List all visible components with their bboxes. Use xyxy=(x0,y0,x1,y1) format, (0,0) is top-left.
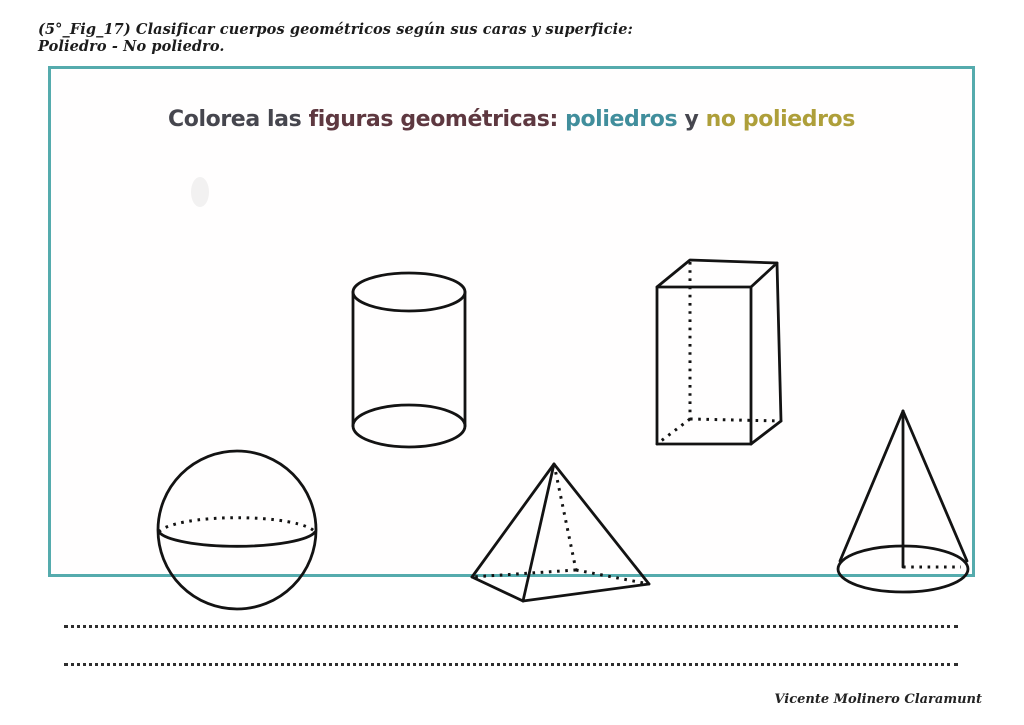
title-part-no-poliedros: no poliedros xyxy=(705,107,855,132)
cone-drawing xyxy=(834,405,974,597)
cone-figure xyxy=(834,405,974,597)
author-signature: Vicente Molinero Claramunt xyxy=(774,692,982,707)
title-part-y: y xyxy=(677,107,706,132)
square-pyramid-drawing xyxy=(466,457,656,609)
sphere-figure xyxy=(151,444,323,616)
cylinder-figure xyxy=(346,266,476,451)
figure-caption: (5°_Fig_17) Clasificar cuerpos geométricos según sus caras y superficie: Poliedro - No poliedro. xyxy=(38,21,634,55)
answer-dotted-line-1 xyxy=(64,625,958,628)
worksheet-title xyxy=(51,107,972,132)
rectangular-prism-drawing xyxy=(649,252,789,452)
worksheet-frame xyxy=(48,66,975,577)
rectangular-prism-figure xyxy=(649,252,789,452)
title-part-colorea: Colorea las xyxy=(168,107,309,132)
answer-dotted-line-2 xyxy=(64,663,958,666)
print-smudge xyxy=(191,177,209,207)
sphere-drawing xyxy=(151,444,323,616)
cylinder-drawing xyxy=(346,266,476,451)
title-part-figuras: figuras geométricas: xyxy=(308,107,566,132)
square-pyramid-figure xyxy=(466,457,656,609)
title-part-poliedros: poliedros xyxy=(565,107,678,132)
